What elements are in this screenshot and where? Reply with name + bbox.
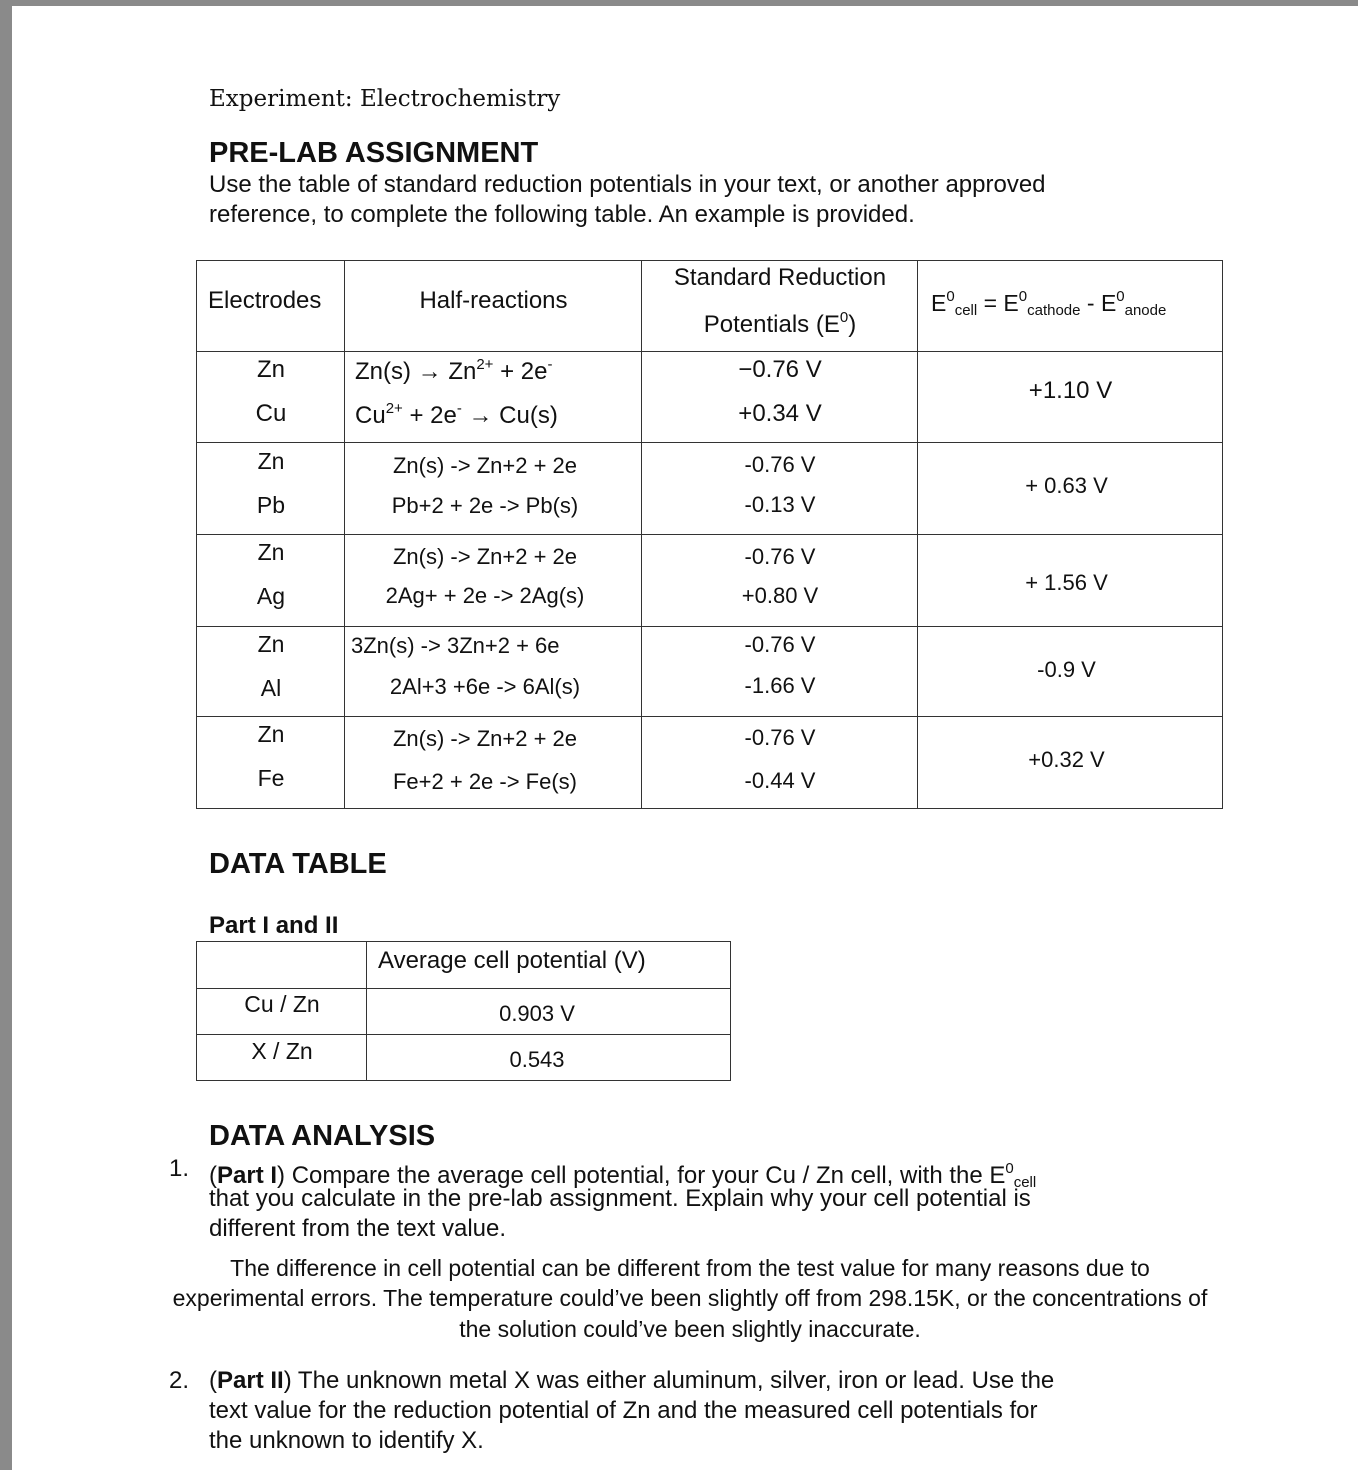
- table-row: [197, 535, 1223, 627]
- data-table-heading: DATA TABLE: [209, 848, 387, 880]
- row-reaction1: 3Zn(s) -> 3Zn+2 + 6e: [351, 633, 560, 658]
- row-potential2: +0.80 V: [741, 583, 819, 608]
- row-ecell: -0.9 V: [1037, 657, 1096, 682]
- row-ecell: + 0.63 V: [1025, 473, 1108, 498]
- row-reaction2: Fe+2 + 2e -> Fe(s): [392, 769, 578, 794]
- row-electrode2: Ag: [256, 583, 286, 609]
- row-electrodes-cell: [197, 717, 345, 809]
- example-potentials-cell: [642, 352, 918, 443]
- row-electrode2: Pb: [256, 492, 286, 518]
- row-electrodes-cell: [197, 443, 345, 535]
- table-row: [197, 1035, 731, 1081]
- header-potentials-cell: [642, 261, 918, 352]
- table-row: [197, 443, 1223, 535]
- q1-answer-line3: the solution could’ve been slightly inaccurate.: [459, 1316, 921, 1342]
- row-electrode1: Zn: [257, 448, 285, 474]
- header-ecell-formula: $E^0_{cell} = E^0_{cathode} - E^0_{anode}$: [931, 288, 1167, 319]
- row-reactions-cell: [345, 717, 642, 809]
- row-reaction1: Zn(s) -> Zn+2 + 2e: [392, 453, 578, 478]
- prelab-header-row: [197, 261, 1223, 352]
- column-header: Average cell potential (V): [378, 947, 646, 974]
- row-potential2: -0.44 V: [744, 768, 816, 793]
- table-row: [197, 627, 1223, 717]
- table-row: [197, 989, 731, 1035]
- example-reactions-cell: [345, 352, 642, 443]
- row-reactions-cell: [345, 535, 642, 627]
- prelab-heading: PRE-LAB ASSIGNMENT: [209, 137, 539, 169]
- q2-line1: (Part II) The unknown metal X was either aluminum, silver, iron or lead. Use the: [209, 1367, 1055, 1394]
- table-row: [197, 717, 1223, 809]
- row-reaction1: Zn(s) -> Zn+2 + 2e: [392, 726, 578, 751]
- row-reactions-cell: [345, 443, 642, 535]
- row-potential1: -0.76 V: [744, 725, 816, 750]
- example-potential2: +0.34 V: [738, 400, 822, 427]
- q1-number: 1.: [169, 1155, 190, 1182]
- row-reaction2: 2Al+3 +6e -> 6Al(s): [389, 674, 581, 699]
- row-electrodes-cell: [197, 535, 345, 627]
- row-potential1: -0.76 V: [744, 544, 816, 569]
- row-label: Cu / Zn: [244, 991, 320, 1017]
- prelab-instruction-line1: Use the table of standard reduction potentials in your text, or another approved: [209, 171, 1046, 198]
- example-reaction1: $Zn(s) \to Zn^{2+} + 2e^-$: [355, 356, 553, 385]
- header-potentials-line1: Standard Reduction: [673, 264, 887, 291]
- analysis-heading: DATA ANALYSIS: [209, 1120, 436, 1152]
- row-potentials-cell: [642, 627, 918, 717]
- row-potentials-cell: [642, 535, 918, 627]
- cell-potential-header-row: [197, 942, 731, 989]
- row-reaction1: Zn(s) -> Zn+2 + 2e: [392, 544, 578, 569]
- example-ecell: +1.10 V: [1028, 377, 1113, 404]
- q1-answer-line1: The difference in cell potential can be different from the test value for many reasons due to: [230, 1255, 1150, 1281]
- example-row: [197, 352, 1223, 443]
- row-potential2: -0.13 V: [744, 492, 816, 517]
- example-reaction2: $Cu^{2+} + 2e^- \to Cu(s)$: [355, 400, 558, 429]
- row-electrodes-cell: [197, 627, 345, 717]
- row-electrode1: Zn: [257, 631, 285, 657]
- row-ecell-cell: [918, 627, 1223, 717]
- document-page: [12, 6, 1358, 1470]
- header-half-reactions: Half-reactions: [419, 287, 568, 314]
- header-ecell-cell: [918, 261, 1223, 352]
- row-potential1: -0.76 V: [744, 632, 816, 657]
- row-reactions-cell: [345, 627, 642, 717]
- q1-line3: different from the text value.: [209, 1215, 507, 1242]
- row-value-cell: [367, 1035, 731, 1081]
- row-electrode1: Zn: [257, 721, 285, 747]
- row-ecell-cell: [918, 443, 1223, 535]
- row-value-cell: [367, 989, 731, 1035]
- example-potential1: −0.76 V: [738, 356, 822, 383]
- header-half-reactions-cell: [345, 261, 642, 352]
- row-electrode1: Zn: [257, 539, 285, 565]
- row-reaction2: 2Ag+ + 2e -> 2Ag(s): [385, 583, 585, 608]
- column-header-cell: [367, 942, 731, 989]
- prelab-table: [196, 260, 1223, 809]
- row-ecell-cell: [918, 535, 1223, 627]
- row-label: X / Zn: [251, 1038, 313, 1064]
- row-potential1: -0.76 V: [744, 452, 816, 477]
- row-value: 0.543: [509, 1047, 565, 1072]
- example-electrode1: Zn: [256, 356, 285, 383]
- row-electrode2: Al: [260, 675, 282, 701]
- header-electrodes: Electrodes: [208, 287, 322, 314]
- row-potentials-cell: [642, 717, 918, 809]
- example-electrode2: Cu: [255, 400, 287, 427]
- row-reaction2: Pb+2 + 2e -> Pb(s): [391, 493, 579, 518]
- example-electrodes-cell: [197, 352, 345, 443]
- q2-line3: the unknown to identify X.: [209, 1427, 484, 1454]
- cell-potential-table: [196, 941, 731, 1081]
- prelab-instruction-line2: reference, to complete the following table. An example is provided.: [209, 201, 915, 228]
- q1-line2: that you calculate in the pre-lab assignment. Explain why your cell potential is: [209, 1185, 1031, 1212]
- experiment-title: Experiment: Electrochemistry: [209, 86, 561, 112]
- q1-answer-line2: experimental errors. The temperature could’ve been slightly off from 298.15K, or the concentrations of: [172, 1285, 1208, 1311]
- empty-header-cell: [197, 942, 367, 989]
- row-label-cell: [197, 989, 367, 1035]
- q1-line1: (Part I) Compare the average cell potential, for your Cu / Zn cell, with the $E^0_{cell}$: [209, 1160, 1037, 1191]
- header-potentials-line2: Potentials $(E^0)$: [703, 309, 857, 338]
- row-potential2: -1.66 V: [744, 673, 816, 698]
- header-electrodes-cell: [197, 261, 345, 352]
- row-ecell: + 1.56 V: [1025, 570, 1108, 595]
- example-ecell-cell: [918, 352, 1223, 443]
- row-ecell: +0.32 V: [1028, 747, 1105, 772]
- row-label-cell: [197, 1035, 367, 1081]
- q2-line2: text value for the reduction potential of Zn and the measured cell potentials for: [209, 1397, 1038, 1424]
- row-electrode2: Fe: [257, 765, 285, 791]
- data-table-subheading: Part I and II: [209, 912, 339, 939]
- row-ecell-cell: [918, 717, 1223, 809]
- row-potentials-cell: [642, 443, 918, 535]
- q2-number: 2.: [169, 1367, 190, 1394]
- row-value: 0.903 V: [499, 1001, 575, 1026]
